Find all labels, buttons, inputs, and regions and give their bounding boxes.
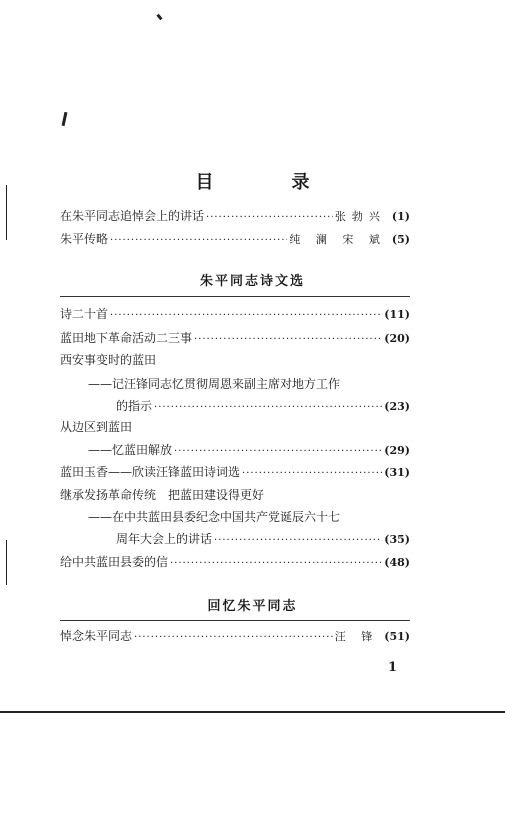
leader-dots	[174, 446, 382, 457]
toc-entry[interactable]	[116, 530, 410, 550]
entry-page: (31)	[384, 466, 410, 479]
toc-entry[interactable]	[60, 230, 410, 250]
binding-mark-lower	[6, 540, 7, 585]
entry-subtitle: 的指示	[116, 399, 153, 413]
entry-title[interactable]: 继承发扬革命传统 把蓝田建设得更好	[60, 488, 265, 502]
leader-dots	[154, 402, 382, 413]
entry-page: (1)	[391, 210, 410, 223]
entry-title[interactable]: 从边区到蓝田	[60, 420, 133, 434]
page-title: 目 录	[195, 172, 340, 193]
entry-title: 朱平传略	[60, 232, 109, 246]
scan-mark-left	[62, 112, 68, 126]
entry-page: (11)	[384, 308, 410, 321]
leader-dots	[110, 235, 287, 246]
leader-dots	[242, 468, 382, 479]
entry-subtitle: 周年大会上的讲话	[116, 532, 213, 546]
entry-title[interactable]: 西安事变时的蓝田	[60, 353, 157, 367]
entry-page: (23)	[384, 400, 410, 413]
entry-page: (20)	[384, 332, 410, 345]
section-divider	[60, 296, 410, 297]
toc-entry[interactable]	[60, 207, 410, 227]
section-heading: 朱平同志诗文选	[199, 274, 305, 289]
entry-title: 在朱平同志追悼会上的讲话	[60, 209, 205, 223]
scan-mark-top	[156, 14, 162, 21]
leader-dots	[134, 632, 333, 643]
entry-title: 诗二十首	[60, 307, 109, 321]
section-heading: 回忆朱平同志	[207, 599, 298, 614]
entry-author: 纯 澜 宋 斌	[289, 233, 386, 246]
entry-title: 悼念朱平同志	[60, 629, 133, 643]
toc-entry[interactable]	[60, 627, 410, 647]
toc-entry[interactable]	[60, 329, 410, 349]
leader-dots	[110, 310, 382, 321]
leader-dots	[214, 535, 382, 546]
entry-title: 蓝田地下革命活动二三事	[60, 331, 193, 345]
bottom-rule	[0, 711, 505, 713]
entry-page: (51)	[384, 630, 410, 643]
toc-entry[interactable]	[60, 463, 410, 483]
entry-author: 汪 锋	[334, 630, 379, 643]
entry-title: 给中共蓝田县委的信	[60, 555, 169, 569]
entry-page: (35)	[384, 533, 410, 546]
entry-subtitle: ——在中共蓝田县委纪念中国共产党诞辰六十七	[88, 510, 341, 524]
page-number: 1	[388, 660, 398, 675]
entry-subtitle: ——记汪锋同志忆贯彻周恩来副主席对地方工作	[88, 377, 341, 391]
entry-page: (48)	[384, 556, 410, 569]
section-divider	[60, 620, 410, 621]
entry-page: (5)	[391, 233, 410, 246]
leader-dots	[206, 212, 333, 223]
toc-entry[interactable]	[60, 553, 410, 573]
entry-author: 张勃兴	[334, 210, 386, 223]
entry-title: 蓝田玉香——欣读汪锋蓝田诗词选	[60, 465, 241, 479]
toc-entry[interactable]	[60, 305, 410, 325]
toc-entry[interactable]	[88, 441, 410, 461]
entry-subtitle: ——忆蓝田解放	[88, 443, 173, 457]
toc-entry[interactable]	[116, 397, 410, 417]
entry-page: (29)	[384, 444, 410, 457]
leader-dots	[170, 558, 382, 569]
leader-dots	[194, 334, 382, 345]
